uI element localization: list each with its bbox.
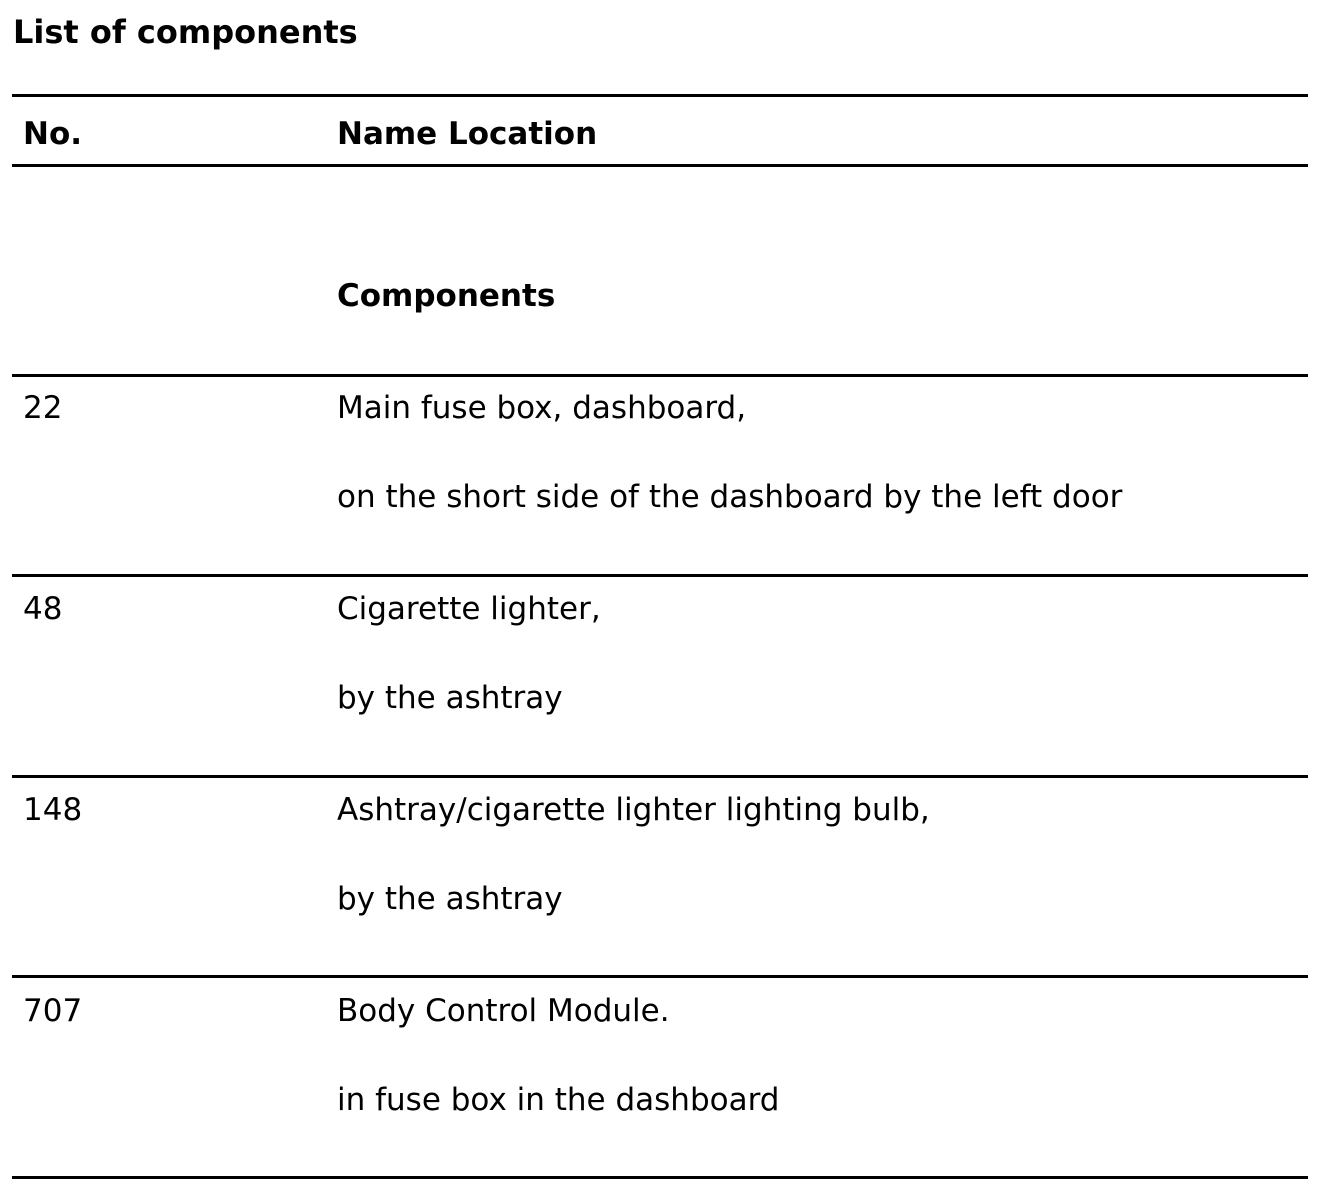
row-location: by the ashtray xyxy=(337,881,563,917)
header-number: No. xyxy=(23,116,83,152)
row-name: Body Control Module. xyxy=(337,993,670,1029)
row-number: 48 xyxy=(23,591,63,627)
row-name: Cigarette lighter, xyxy=(337,591,601,627)
table-bottom-rule xyxy=(12,1176,1308,1179)
header-bottom-rule xyxy=(12,164,1308,167)
header-name-location: Name Location xyxy=(337,116,598,152)
row-location: in fuse box in the dashboard xyxy=(337,1082,780,1118)
row-divider xyxy=(12,374,1308,377)
row-name: Main fuse box, dashboard, xyxy=(337,390,747,426)
row-location: on the short side of the dashboard by the left door xyxy=(337,479,1123,515)
section-heading: Components xyxy=(337,278,556,314)
row-divider xyxy=(12,574,1308,577)
row-number: 22 xyxy=(23,390,63,426)
row-number: 148 xyxy=(23,792,83,828)
row-number: 707 xyxy=(23,993,83,1029)
row-divider xyxy=(12,775,1308,778)
row-divider xyxy=(12,975,1308,978)
table-top-rule xyxy=(12,94,1308,97)
document-title: List of components xyxy=(13,13,358,51)
row-location: by the ashtray xyxy=(337,680,563,716)
row-name: Ashtray/cigarette lighter lighting bulb, xyxy=(337,792,930,828)
